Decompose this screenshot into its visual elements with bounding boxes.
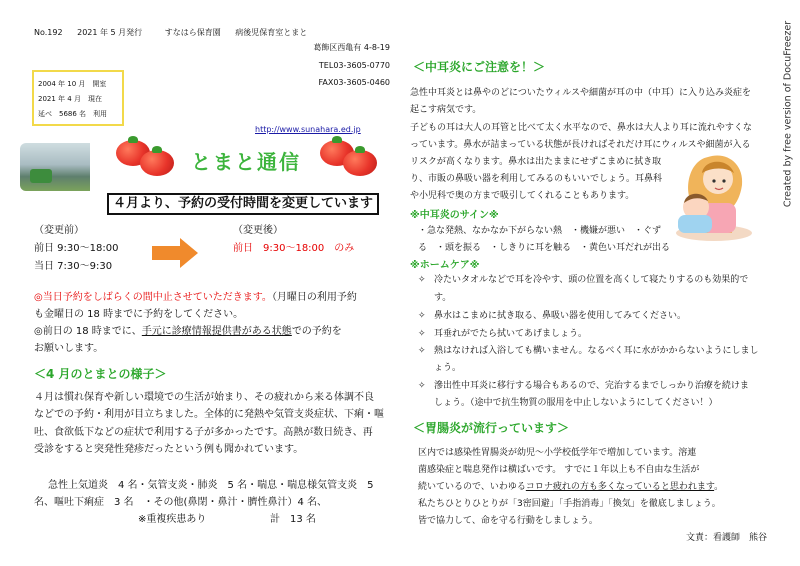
- homecare-item: ✧ 冷たいタオルなどで耳を冷やす、頭の位置を高くして寝たりするのも効果的で: [418, 272, 748, 290]
- otitis-line: 起こす病気です。: [410, 105, 482, 115]
- arrow-right-icon: [152, 238, 198, 268]
- sparkle-icon: ✧: [418, 346, 426, 356]
- gastro-line-2: 菌感染症と喘息発作は横ばいです。 すでに１年以上も不自由な生活が: [418, 465, 700, 475]
- homecare-item: ✧ 滲出性中耳炎に移行する場合もあるので、完治するまでしっかり治療を続けま: [418, 378, 749, 396]
- sparkle-icon: ✧: [418, 381, 426, 391]
- contact-block: [230, 39, 390, 92]
- diagnosis-total: 計 13 名: [270, 514, 316, 525]
- gastro-heading: ＜胃腸炎が流行っています＞: [413, 421, 570, 435]
- otitis-line: り、市販の鼻吸い器を利用してみるのもいいでしょう。耳鼻科: [410, 174, 663, 184]
- diagnosis-line-1: 急性上気道炎 4 名・気管支炎・肺炎 5 名・喘息・喘息様気管支炎 5: [48, 480, 374, 491]
- signs-line-1: ・急な発熱、なかなか下がらない熱 ・機嫌が悪い ・ぐず: [418, 226, 662, 236]
- issue-number: No.192: [34, 28, 63, 37]
- telephone: TEL03-3605-0770: [318, 60, 390, 70]
- sparkle-icon: ✧: [418, 311, 426, 321]
- homecare-item-cont: しょう。（途中で抗生物質の服用を中止しないようにしてください！）: [434, 398, 718, 408]
- gastro-line-4: 私たちひとりひとりが「3密回避」「手指消毒」「換気」を徹底しましょう。: [418, 499, 721, 509]
- after-label: （変更後）: [233, 225, 283, 236]
- tomato-icon: [343, 150, 377, 176]
- notice-line-1: ◎当日予約をしばらくの間中止させていただきます。（月曜日の利用予約: [34, 292, 357, 303]
- nursery-photo: [20, 143, 90, 191]
- gastro-line-5: 皆で協力して、命を守る行動をしましょう。: [418, 516, 598, 526]
- docufreezer-watermark: Created by free version of DocuFreezer: [782, 20, 794, 208]
- april-paragraph-line: 受診をすると突発性発疹だったという例も聞かれています。: [34, 444, 304, 455]
- gastro-line-1: 区内では感染性胃腸炎が幼児～小学校低学年で増加しています。溶連: [418, 448, 697, 458]
- otitis-heading: ＜中耳炎にご注意を！＞: [413, 60, 546, 74]
- newsletter-title: とまと通信: [191, 150, 301, 174]
- homecare-heading: ※ホームケア※: [410, 260, 480, 271]
- homecare-item: ✧ 耳垂れがでたら拭いてあげましょう。: [418, 326, 587, 344]
- author-credit: 文責：看護師 熊谷: [686, 533, 768, 543]
- before-label: （変更前）: [34, 225, 84, 236]
- notice-line-2: も金曜日の 18 時までに予約をしてください。: [34, 309, 244, 320]
- homecare-item: ✧ 鼻水はこまめに拭き取る、鼻吸い器を使用してみてください。: [418, 308, 686, 326]
- homecare-item-cont: す。: [434, 293, 452, 303]
- notice-line-4: お願いします。: [34, 343, 104, 354]
- address: 葛飾区西亀有 4-8-19: [313, 43, 390, 52]
- as-of-date: 2021 年 4 月 現在: [38, 95, 102, 103]
- issue-date: 2021 年 5 月発行: [77, 28, 143, 37]
- signs-line-2: る ・頭を振る ・しきりに耳を触る ・黄色い耳だれが出る: [418, 243, 671, 253]
- issue-line: [34, 27, 319, 38]
- april-paragraph-line: 吐、食欲低下などの症状で利用する子が多かったです。高熱が数日続き、再: [34, 427, 373, 438]
- diagnosis-note: ※重複疾患あり: [138, 514, 207, 525]
- april-section-heading: ＜4 月のとまとの様子＞: [34, 367, 167, 381]
- homecare-item: ✧ 熱はなければ入浴しても構いません。なるべく耳に水がかからないようにしまし: [418, 343, 759, 361]
- gastro-line-3: 続いているので、いわゆるコロナ疲れの方も多くなっていると思われます。: [418, 482, 724, 492]
- diagnosis-line-2: 名、嘔吐下痢症 3 名 ・その他(鼻閉・鼻汁・臍性鼻汁）4 名、: [34, 497, 327, 508]
- notice-line-3: ◎前日の 18 時までに、手元に診療情報提供書がある状態での予約を: [34, 326, 342, 337]
- total-users: 延べ 5686 名 利用: [38, 110, 108, 118]
- sick-childcare-name: 病後児保育室とまと: [235, 28, 308, 37]
- signs-heading: ※中耳炎のサイン※: [410, 210, 499, 221]
- fax: FAX03-3605-0460: [318, 78, 390, 87]
- otitis-line: リスクが高くなります。鼻水は出たままにせずこまめに拭き取: [410, 157, 662, 167]
- april-paragraph-line: などでの予約・利用が目立ちました。全体的に発熱や気管支炎症状、下痢・嘔: [34, 409, 384, 420]
- sparkle-icon: ✧: [418, 275, 426, 285]
- before-previous-day: 前日 9:30～18:00: [34, 243, 119, 254]
- before-same-day: 当日 7:30～9:30: [34, 261, 113, 272]
- nursery-name: すなはら保育園: [164, 28, 221, 37]
- otitis-line: や小児科で奥の方まで吸引してくれることもあります。: [410, 191, 635, 201]
- website-link[interactable]: http://www.sunahara.ed.jp: [255, 125, 361, 134]
- otitis-line: っています。鼻水が詰まっている状態が長ければそれだけ耳にウィルスや細菌が入る: [410, 140, 751, 150]
- headline: ４月より、予約の受付時間を変更しています: [107, 193, 379, 215]
- after-previous-day: 前日 9:30～18:00 のみ: [233, 243, 355, 254]
- otitis-line: 急性中耳炎とは鼻やのどについたウィルスや細菌が耳の中（中耳）に入り込み炎症を: [410, 88, 752, 98]
- opened-date: 2004 年 10 月 開室: [38, 80, 107, 88]
- homecare-item-cont: ょう。: [434, 363, 462, 373]
- april-paragraph-line: ４月は慣れ保育や新しい環境での生活が始まり、その疲れから来る体調不良: [34, 392, 374, 403]
- mother-child-illustration: [668, 147, 756, 243]
- otitis-line: 子どもの耳は大人の耳管と比べて太く水平なので、鼻水は大人より耳に流れやすくな: [410, 123, 752, 133]
- stats-box: [32, 70, 124, 126]
- sparkle-icon: ✧: [418, 329, 426, 339]
- tomato-icon: [140, 150, 174, 176]
